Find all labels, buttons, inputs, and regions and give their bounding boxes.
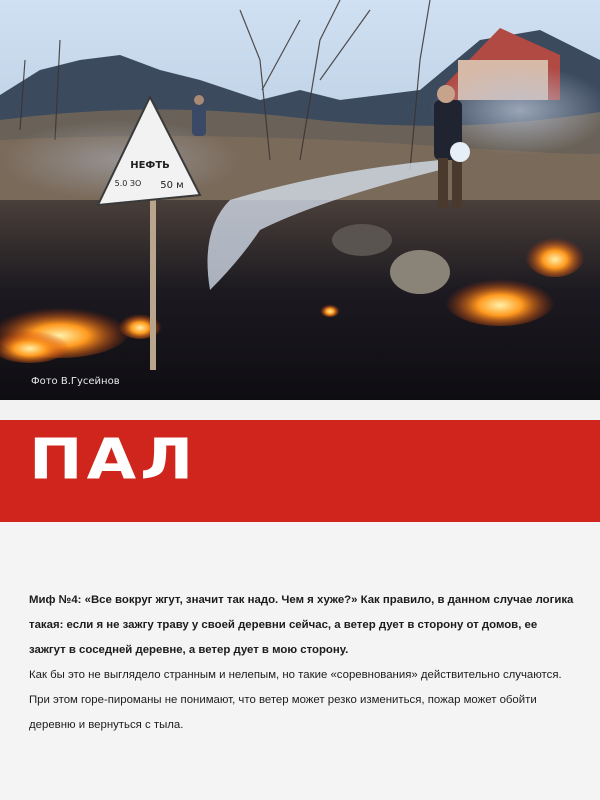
article-body bbox=[29, 588, 577, 738]
article-paragraph-myth: Миф №4: «Все вокруг жгут, значит так надо. Чем я хуже?» Как правило, в данном случае логика такая: если я не зажгу траву у своей деревни сейчас, а ветер дует в сторону от домов, ее зажгут в соседней деревне, а ветер дует в мою сторону. bbox=[29, 594, 574, 656]
sign-right-text: 50 м bbox=[160, 180, 184, 191]
page-title: ПАЛ bbox=[29, 427, 198, 493]
sign-top-text: НЕФТЬ bbox=[130, 160, 170, 171]
sign-left-text: 5.0 ЗО bbox=[114, 179, 142, 188]
photo-credit: Фото В.Гусейнов bbox=[31, 376, 120, 387]
article-paragraph-explanation: Как бы это не выглядело странным и нелепым, но такие «соревнования» действительно случаются. При этом горе-пироманы не понимают, что ветер может резко измениться, пожар может обойти деревню и вернуться с тыла. bbox=[29, 669, 562, 731]
spacer-band bbox=[0, 400, 600, 420]
